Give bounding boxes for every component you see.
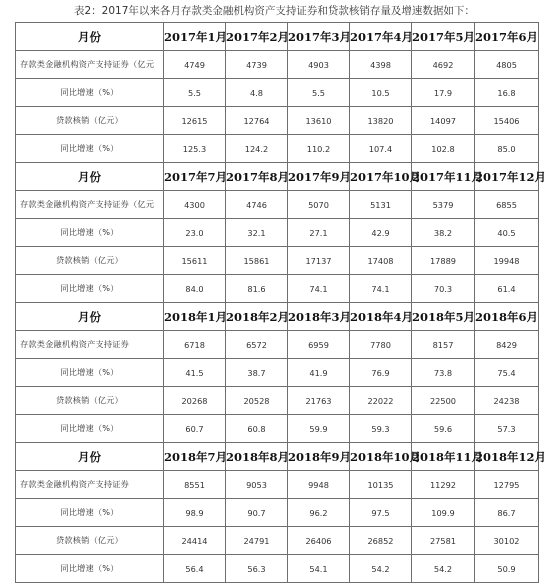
row-label-cell: 同比增速（%） bbox=[16, 79, 164, 107]
value-cell: 125.3 bbox=[164, 135, 226, 163]
value-cell: 10.5 bbox=[350, 79, 412, 107]
row-label-cell: 同比增速（%） bbox=[16, 555, 164, 583]
value-cell: 9948 bbox=[288, 471, 350, 499]
table-header-row bbox=[16, 23, 539, 51]
month-header-cell: 2017年3月 bbox=[288, 23, 350, 51]
value-cell: 15861 bbox=[226, 247, 288, 275]
value-cell: 85.0 bbox=[475, 135, 539, 163]
value-cell: 10135 bbox=[350, 471, 412, 499]
table-row bbox=[16, 219, 539, 247]
value-cell: 16.8 bbox=[475, 79, 539, 107]
month-header-cell: 2017年10月 bbox=[350, 163, 412, 191]
value-cell: 30102 bbox=[475, 527, 539, 555]
row-label-cell: 贷款核销（亿元） bbox=[16, 107, 164, 135]
value-cell: 60.7 bbox=[164, 415, 226, 443]
value-cell: 5070 bbox=[288, 191, 350, 219]
table-row bbox=[16, 191, 539, 219]
value-cell: 17137 bbox=[288, 247, 350, 275]
month-header-cell: 2017年11月 bbox=[412, 163, 475, 191]
value-cell: 54.2 bbox=[350, 555, 412, 583]
row-label-header: 月份 bbox=[16, 163, 164, 191]
value-cell: 84.0 bbox=[164, 275, 226, 303]
value-cell: 5.5 bbox=[164, 79, 226, 107]
value-cell: 97.5 bbox=[350, 499, 412, 527]
value-cell: 54.1 bbox=[288, 555, 350, 583]
value-cell: 27.1 bbox=[288, 219, 350, 247]
value-cell: 40.5 bbox=[475, 219, 539, 247]
table-row bbox=[16, 359, 539, 387]
value-cell: 4692 bbox=[412, 51, 475, 79]
row-label-cell: 存款类金融机构资产支持证券（亿元 bbox=[16, 191, 164, 219]
value-cell: 12764 bbox=[226, 107, 288, 135]
table-row bbox=[16, 415, 539, 443]
value-cell: 12795 bbox=[475, 471, 539, 499]
value-cell: 14097 bbox=[412, 107, 475, 135]
value-cell: 57.3 bbox=[475, 415, 539, 443]
table-row bbox=[16, 555, 539, 583]
row-label-header: 月份 bbox=[16, 303, 164, 331]
value-cell: 20528 bbox=[226, 387, 288, 415]
value-cell: 27581 bbox=[412, 527, 475, 555]
month-header-cell: 2017年8月 bbox=[226, 163, 288, 191]
table-row bbox=[16, 51, 539, 79]
month-header-cell: 2017年6月 bbox=[475, 23, 539, 51]
value-cell: 76.9 bbox=[350, 359, 412, 387]
value-cell: 15611 bbox=[164, 247, 226, 275]
month-header-cell: 2018年6月 bbox=[475, 303, 539, 331]
value-cell: 4739 bbox=[226, 51, 288, 79]
value-cell: 109.9 bbox=[412, 499, 475, 527]
month-header-cell: 2018年10月 bbox=[350, 443, 412, 471]
value-cell: 38.2 bbox=[412, 219, 475, 247]
month-header-cell: 2018年12月 bbox=[475, 443, 539, 471]
value-cell: 4398 bbox=[350, 51, 412, 79]
value-cell: 59.9 bbox=[288, 415, 350, 443]
value-cell: 23.0 bbox=[164, 219, 226, 247]
value-cell: 6718 bbox=[164, 331, 226, 359]
value-cell: 32.1 bbox=[226, 219, 288, 247]
value-cell: 60.8 bbox=[226, 415, 288, 443]
value-cell: 61.4 bbox=[475, 275, 539, 303]
value-cell: 74.1 bbox=[288, 275, 350, 303]
table-header-row bbox=[16, 443, 539, 471]
table-header-row bbox=[16, 303, 539, 331]
value-cell: 12615 bbox=[164, 107, 226, 135]
value-cell: 59.3 bbox=[350, 415, 412, 443]
table-caption: 表2：2017年以来各月存款类金融机构资产支持证券和贷款核销存量及增速数据如下： bbox=[74, 5, 475, 17]
row-label-cell: 存款类金融机构资产支持证券（亿元 bbox=[16, 51, 164, 79]
table-row bbox=[16, 527, 539, 555]
value-cell: 5379 bbox=[412, 191, 475, 219]
month-header-cell: 2018年2月 bbox=[226, 303, 288, 331]
value-cell: 24238 bbox=[475, 387, 539, 415]
value-cell: 98.9 bbox=[164, 499, 226, 527]
value-cell: 38.7 bbox=[226, 359, 288, 387]
month-header-cell: 2018年7月 bbox=[164, 443, 226, 471]
table-row bbox=[16, 331, 539, 359]
value-cell: 8429 bbox=[475, 331, 539, 359]
row-label-cell: 贷款核销（亿元） bbox=[16, 527, 164, 555]
table-row bbox=[16, 79, 539, 107]
value-cell: 4746 bbox=[226, 191, 288, 219]
value-cell: 22500 bbox=[412, 387, 475, 415]
value-cell: 21763 bbox=[288, 387, 350, 415]
value-cell: 41.9 bbox=[288, 359, 350, 387]
table-row bbox=[16, 107, 539, 135]
value-cell: 26406 bbox=[288, 527, 350, 555]
row-label-header: 月份 bbox=[16, 23, 164, 51]
month-header-cell: 2017年7月 bbox=[164, 163, 226, 191]
value-cell: 20268 bbox=[164, 387, 226, 415]
table-row bbox=[16, 247, 539, 275]
value-cell: 96.2 bbox=[288, 499, 350, 527]
table-body bbox=[16, 23, 547, 583]
value-cell: 73.8 bbox=[412, 359, 475, 387]
value-cell: 50.9 bbox=[475, 555, 539, 583]
month-header-cell: 2018年3月 bbox=[288, 303, 350, 331]
value-cell: 102.8 bbox=[412, 135, 475, 163]
value-cell: 24791 bbox=[226, 527, 288, 555]
value-cell: 74.1 bbox=[350, 275, 412, 303]
value-cell: 4749 bbox=[164, 51, 226, 79]
month-header-cell: 2018年4月 bbox=[350, 303, 412, 331]
month-header-cell: 2018年1月 bbox=[164, 303, 226, 331]
value-cell: 8157 bbox=[412, 331, 475, 359]
value-cell: 5.5 bbox=[288, 79, 350, 107]
value-cell: 4805 bbox=[475, 51, 539, 79]
row-label-cell: 存款类金融机构资产支持证券 bbox=[16, 471, 164, 499]
row-label-cell: 同比增速（%） bbox=[16, 499, 164, 527]
row-label-cell: 同比增速（%） bbox=[16, 275, 164, 303]
value-cell: 6855 bbox=[475, 191, 539, 219]
month-header-cell: 2017年5月 bbox=[412, 23, 475, 51]
value-cell: 8551 bbox=[164, 471, 226, 499]
row-label-header: 月份 bbox=[16, 443, 164, 471]
value-cell: 54.2 bbox=[412, 555, 475, 583]
month-header-cell: 2018年9月 bbox=[288, 443, 350, 471]
value-cell: 22022 bbox=[350, 387, 412, 415]
month-header-cell: 2017年12月 bbox=[475, 163, 539, 191]
value-cell: 75.4 bbox=[475, 359, 539, 387]
table-row bbox=[16, 387, 539, 415]
table-row bbox=[16, 499, 539, 527]
value-cell: 7780 bbox=[350, 331, 412, 359]
value-cell: 4300 bbox=[164, 191, 226, 219]
row-label-cell: 贷款核销（亿元） bbox=[16, 387, 164, 415]
value-cell: 90.7 bbox=[226, 499, 288, 527]
month-header-cell: 2017年4月 bbox=[350, 23, 412, 51]
data-table bbox=[15, 22, 547, 583]
month-header-cell: 2018年11月 bbox=[412, 443, 475, 471]
value-cell: 56.4 bbox=[164, 555, 226, 583]
value-cell: 56.3 bbox=[226, 555, 288, 583]
row-label-cell: 同比增速（%） bbox=[16, 359, 164, 387]
value-cell: 4.8 bbox=[226, 79, 288, 107]
row-label-cell: 同比增速（%） bbox=[16, 135, 164, 163]
value-cell: 17889 bbox=[412, 247, 475, 275]
row-label-cell: 贷款核销（亿元） bbox=[16, 247, 164, 275]
value-cell: 41.5 bbox=[164, 359, 226, 387]
value-cell: 6959 bbox=[288, 331, 350, 359]
value-cell: 110.2 bbox=[288, 135, 350, 163]
value-cell: 6572 bbox=[226, 331, 288, 359]
row-label-cell: 同比增速（%） bbox=[16, 219, 164, 247]
table-row bbox=[16, 471, 539, 499]
value-cell: 124.2 bbox=[226, 135, 288, 163]
value-cell: 17.9 bbox=[412, 79, 475, 107]
table-row bbox=[16, 135, 539, 163]
value-cell: 9053 bbox=[226, 471, 288, 499]
value-cell: 15406 bbox=[475, 107, 539, 135]
month-header-cell: 2017年9月 bbox=[288, 163, 350, 191]
value-cell: 13610 bbox=[288, 107, 350, 135]
value-cell: 5131 bbox=[350, 191, 412, 219]
month-header-cell: 2018年5月 bbox=[412, 303, 475, 331]
value-cell: 19948 bbox=[475, 247, 539, 275]
value-cell: 81.6 bbox=[226, 275, 288, 303]
value-cell: 17408 bbox=[350, 247, 412, 275]
value-cell: 24414 bbox=[164, 527, 226, 555]
month-header-cell: 2017年1月 bbox=[164, 23, 226, 51]
value-cell: 42.9 bbox=[350, 219, 412, 247]
row-label-cell: 存款类金融机构资产支持证券 bbox=[16, 331, 164, 359]
value-cell: 11292 bbox=[412, 471, 475, 499]
value-cell: 4903 bbox=[288, 51, 350, 79]
value-cell: 107.4 bbox=[350, 135, 412, 163]
table-header-row bbox=[16, 163, 539, 191]
month-header-cell: 2017年2月 bbox=[226, 23, 288, 51]
value-cell: 13820 bbox=[350, 107, 412, 135]
table-row bbox=[16, 275, 539, 303]
value-cell: 86.7 bbox=[475, 499, 539, 527]
value-cell: 59.6 bbox=[412, 415, 475, 443]
value-cell: 70.3 bbox=[412, 275, 475, 303]
month-header-cell: 2018年8月 bbox=[226, 443, 288, 471]
value-cell: 26852 bbox=[350, 527, 412, 555]
row-label-cell: 同比增速（%） bbox=[16, 415, 164, 443]
